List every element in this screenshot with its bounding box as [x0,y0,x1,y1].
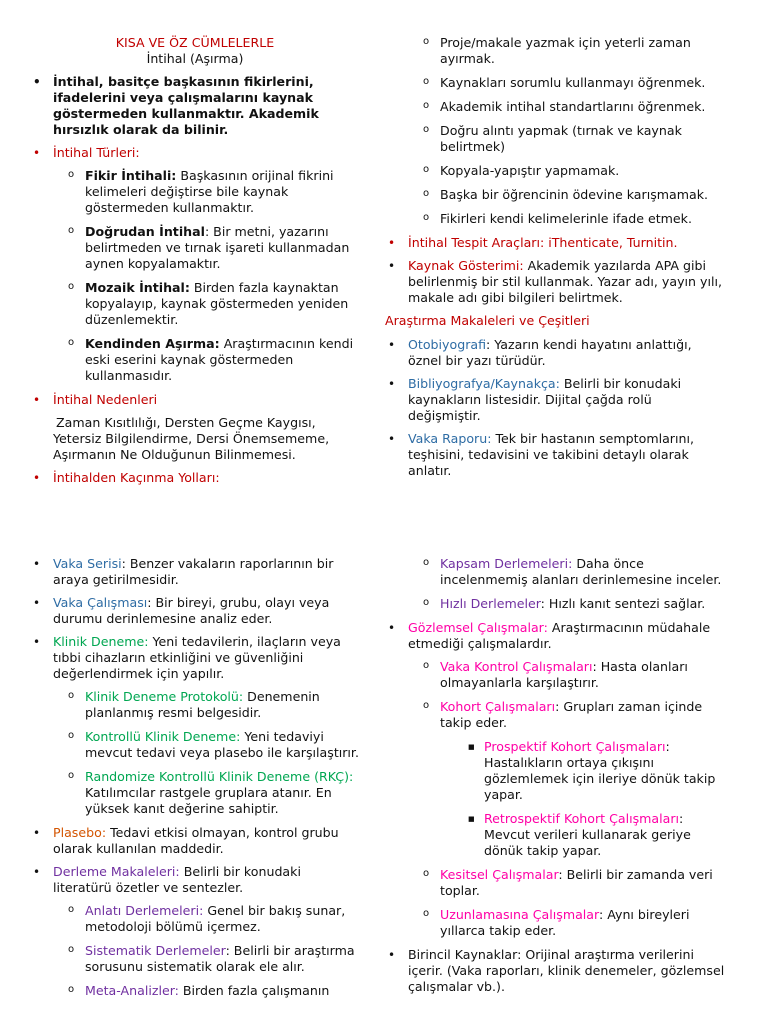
item-desc: Belirli bir konudaki literatürü özetler ve sentezler. [53,864,301,895]
sub-label: Kapsam Derlemeleri: [440,556,573,571]
sub-item [385,659,725,691]
sub-item [30,903,360,935]
research-item [385,376,725,424]
list-item [30,595,360,627]
bottom-left-column [30,556,360,1007]
sub-item [385,556,725,588]
sub-label: Anlatı Derlemeleri: [85,903,204,918]
primary-sources-item: • Birincil Kaynaklar: Orijinal araştırma verilerini içerir. (Vaka raporları, klinik denemeler, gözlemsel çalışmalar vb.). [385,947,725,995]
research-desc: Belirli bir konudaki kaynakların listesidir. Dijital çağda rolü değişmiştir. [408,376,682,423]
item-label: Plasebo: [53,825,107,840]
sub-item [385,907,725,939]
sub-item [30,769,360,817]
avoid-heading: • İntihalden Kaçınma Yolları: [30,470,360,486]
item-desc: : Benzer vakaların raporlarının bir araya getirilmesidir. [53,556,334,587]
sub-desc: Denemenin planlanmış resmi belgesidir. [85,689,320,720]
sub-label: Kontrollü Klinik Deneme: [85,729,241,744]
top-left-column [30,35,360,493]
list-item [30,556,360,588]
sub-desc: Daha önce incelenmemiş alanları derinlemesine inceler. [440,556,722,587]
sub-label: Klinik Deneme Protokolü: [85,689,244,704]
item-desc: : Bir bireyi, grubu, olayı veya durumu derinlemesine analiz eder. [53,595,330,626]
research-label: Otobiyografi [408,337,487,352]
avoid-item: o Akademik intihal standartlarını öğrenmek. [385,99,725,115]
sub-label: Hızlı Derlemeler [440,596,541,611]
bottom-right-column [385,556,725,1002]
citation-label: Kaynak Gösterimi: [408,258,524,273]
sub-sub-label: Retrospektif Kohort Çalışmaları [484,811,680,826]
sub-item [30,689,360,721]
sub-label: Kesitsel Çalışmalar [440,867,559,882]
sub-item [30,943,360,975]
sub-sub-desc: : Hastalıkların ortaya çıkışını gözlemlemek için ileriye dönük takip yapar. [484,739,716,802]
sub-sub-desc: : Mevcut verileri kullanarak geriye dönük takip yapar. [484,811,691,858]
research-label: Bibliyografya/Kaynakça: [408,376,560,391]
sub-desc: Genel bir bakış sunar, metodoloji bölümü içermez. [85,903,346,934]
sub-label: Meta-Analizler: [85,983,179,998]
citation-desc: Akademik yazılarda APA gibi belirlenmiş bir stil kullanmak. Yazar adı, yayın yılı, makale adı gibi bilgileri belirtmek. [408,258,722,305]
sub-item [30,729,360,761]
type-item [30,224,360,272]
types-heading: • İntihal Türleri: [30,145,360,161]
sub-item [385,596,725,612]
type-desc: Başkasının orijinal fikrini kelimeleri değiştirse bile kaynak göstermeden kullanmaktır. [85,168,334,215]
item-desc: Yeni tedavilerin, ilaçların veya tıbbi cihazların etkinliğini ve güvenliğini değerlendirmek için yapılır. [53,634,341,681]
item-desc: Tedavi etkisi olmayan, kontrol grubu olarak kullanılan maddedir. [53,825,339,856]
sub-item [385,867,725,899]
type-item [30,168,360,216]
sub-desc: Katılımcılar rastgele gruplara atanır. En yüksek kanıt değerine sahiptir. [85,785,332,816]
causes-text: Zaman Kısıtlılığı, Dersten Geçme Kaygısı, Yetersiz Bilgilendirme, Dersi Önemsememe, Aşırmanın Ne Olduğunun Bilinmemesi. [53,415,330,462]
sub-desc: : Belirli bir zamanda veri toplar. [440,867,713,898]
document-title: KISA VE ÖZ CÜMLELERLE [115,35,275,50]
item-desc: Araştırmacının müdahale etmediği çalışmalardır. [408,620,711,651]
item-label: Derleme Makaleleri: [53,864,180,879]
sub-desc: Birden fazla çalışmanın [178,983,330,998]
sub-sub-label: Prospektif Kohort Çalışmaları [484,739,666,754]
type-desc: : Bir metni, yazarını belirtmeden ve tırnak işareti kullanmadan aynen kopyalamaktır. [85,224,350,271]
sub-label: Kohort Çalışmaları [440,699,556,714]
sub-item [30,983,360,999]
intro-item: • İntihal, basitçe başkasının fikirlerini, ifadelerini veya çalışmalarını kaynak göstermeden kullanmaktır. Akademik hırsızlık olarak da bilinir. [30,74,360,138]
list-item [30,634,360,682]
item-label: Vaka Çalışması [53,595,148,610]
item-label: Klinik Deneme: [53,634,149,649]
list-item [385,620,725,652]
top-right-column [385,35,725,486]
research-desc: Tek bir hastanın semptomlarını, teşhisini, tedavisini ve takibini detaylı olarak anlatır. [408,431,694,478]
document-subtitle: İntihal (Aşırma) [146,51,244,66]
type-desc: Araştırmacının kendi eski eserini kaynak göstermeden kullanmasıdır. [85,336,354,383]
list-item [30,825,360,857]
avoid-item: o Fikirleri kendi kelimelerinle ifade etmek. [385,211,725,227]
type-term: Doğrudan İntihal [85,224,205,239]
list-item [30,864,360,896]
sub-label: Uzunlamasına Çalışmalar [440,907,599,922]
sub-desc: : Grupları zaman içinde takip eder. [440,699,703,730]
item-label: Vaka Serisi [53,556,122,571]
research-heading: Araştırma Makaleleri ve Çeşitleri [385,313,590,328]
avoid-item: o Kopyala-yapıştır yapmamak. [385,163,725,179]
type-term: Fikir İntihali: [85,168,177,183]
sub-label: Randomize Kontrollü Klinik Deneme (RKÇ): [85,769,354,784]
type-desc: Birden fazla kaynaktan kopyalayıp, kaynak göstermeden yeniden düzenlemektir. [85,280,349,327]
causes-heading: • İntihal Nedenleri [30,392,360,408]
sub-item [385,699,725,731]
sub-sub-item [385,811,725,859]
research-label: Vaka Raporu: [408,431,492,446]
type-term: Mozaik İntihal: [85,280,190,295]
avoid-item: o Proje/makale yazmak için yeterli zaman ayırmak. [385,35,725,67]
research-item [385,431,725,479]
item-label: Gözlemsel Çalışmalar: [408,620,548,635]
type-item [30,280,360,328]
research-desc: : Yazarın kendi hayatını anlattığı, öznel bir yazı türüdür. [408,337,692,368]
citation-item [385,258,725,306]
avoid-item: o Başka bir öğrencinin ödevine karışmamak. [385,187,725,203]
type-item [30,336,360,384]
research-item [385,337,725,369]
sub-desc: : Belirli bir araştırma sorusunu sistematik olarak ele alır. [85,943,355,974]
sub-sub-item [385,739,725,803]
sub-label: Vaka Kontrol Çalışmaları [440,659,593,674]
sub-label: Sistematik Derlemeler [85,943,226,958]
sub-desc: : Hızlı kanıt sentezi sağlar. [540,596,706,611]
sub-desc: : Hasta olanları olmayanlarla karşılaştırır. [440,659,688,690]
type-term: Kendinden Aşırma: [85,336,220,351]
avoid-item: o Kaynakları sorumlu kullanmayı öğrenmek. [385,75,725,91]
avoid-item: o Doğru alıntı yapmak (tırnak ve kaynak belirtmek) [385,123,725,155]
sub-desc: : Aynı bireyleri yıllarca takip eder. [440,907,690,938]
sub-desc: Yeni tedaviyi mevcut tedavi veya plasebo ile karşılaştırır. [85,729,359,760]
tools-item: • İntihal Tespit Araçları: iThenticate, Turnitin. [385,235,725,251]
